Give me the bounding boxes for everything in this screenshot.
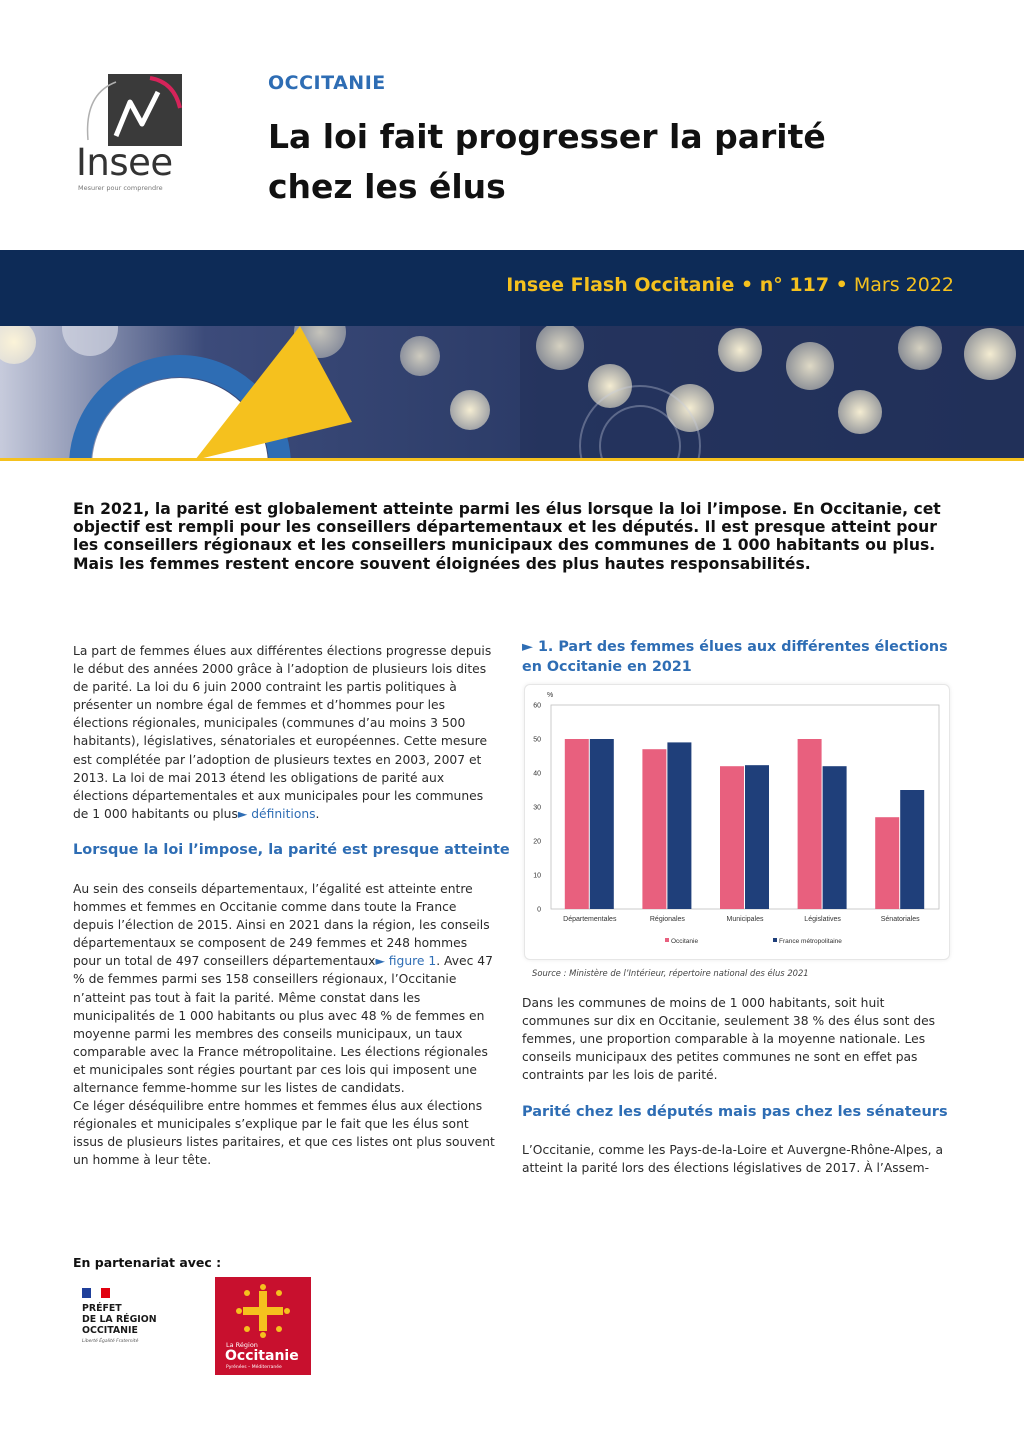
bar-france-1: [667, 742, 691, 909]
region-logo-name: Occitanie: [225, 1348, 299, 1364]
publication-reference: [506, 274, 954, 296]
prefet-logo: [82, 1288, 192, 1368]
partner-label: En partenariat avec :: [73, 1255, 222, 1270]
bar-france-0: [590, 739, 614, 909]
bar-occitanie-4: [875, 817, 899, 909]
region-label: OCCITANIE: [268, 72, 386, 94]
prefet-line-2: DE LA RÉGION: [82, 1314, 157, 1325]
left-column-intro: [73, 642, 497, 823]
x-category-label: Régionales: [649, 916, 685, 923]
header-photo-strip: [0, 326, 1024, 460]
y-tick-label: 40: [533, 770, 541, 778]
y-tick-label: 10: [533, 872, 541, 880]
insee-wordmark: Insee: [76, 141, 173, 184]
bar-france-2: [745, 765, 769, 909]
legend-swatch: [773, 938, 777, 942]
page-title: [268, 112, 968, 212]
figure-1-link[interactable]: ► figure 1: [375, 954, 437, 969]
page-title-line-1: La loi fait progresser la parité: [268, 117, 826, 156]
bar-occitanie-0: [565, 739, 589, 909]
publication-series: Insee Flash Occitanie • n° 117 •: [506, 274, 848, 296]
section-title-deputies-senators: Parité chez les députés mais pas chez les sénateurs: [522, 1104, 948, 1120]
y-tick-label: 0: [537, 906, 541, 914]
x-category-label: Législatives: [804, 916, 841, 923]
small-communes-paragraph: Dans les communes de moins de 1 000 habitants, soit huit communes sur dix en Occitanie, seulement 38 % des élus sont des femmes, une proportion comparable à la moyenne nationale. Les conseils municipaux des petites communes ne sont en effet pas contraints par les lois de parité.: [522, 996, 936, 1083]
deputies-paragraph: L’Occitanie, comme les Pays-de-la-Loire et Auvergne-Rhône-Alpes, a atteint la parité lors des élections législatives de 2017. À l’Assem-: [522, 1143, 944, 1176]
occitan-cross-icon: [233, 1283, 293, 1339]
body-paragraph-2a: Au sein des conseils départementaux, l’égalité est atteinte entre hommes et femmes en Occitanie comme dans toute la France depuis l’élection de 2015. Ainsi en 2021 dans la région, les conseils départementaux se composent de 249 femmes et 248 hommes pour un total de 497 conseillers départementaux: [73, 882, 490, 969]
intro-paragraph: La part de femmes élues aux différentes élections progresse depuis le début des années 2000 grâce à l’adoption de plusieurs lois dites de parité. La loi du 6 juin 2000 contraint les partis politiques à présenter un nombre égal de femmes et d’hommes pour les élections régionales, municipales (communes d’au moins 3 500 habitants), législatives, sénatoriales et européennes. Cette mesure est complétée par l’adoption de plusieurs textes en 2003, 2007 et 2013. La loi de mai 2013 étend les obligations de parité aux élections départementales et aux municipales pour les communes de 1 000 habitants ou plus: [73, 644, 492, 821]
bar-france-4: [900, 790, 924, 909]
bar-occitanie-1: [642, 749, 666, 909]
legend-label: Occitanie: [671, 938, 699, 945]
figure-chart-frame: [524, 684, 950, 960]
body-paragraph-2b: . Avec 47 % de femmes parmi ses 158 conseillers régionaux, l’Occitanie n’atteint pas tout à fait la parité. Même constat dans les municipalités de 1 000 habitants ou plus avec 48 % de femmes en moyenne parmi les membres des conseils municipaux, un taux comparable avec la France métropolitaine. Les élections régionales et municipales sont régies pourtant par ces lois qui imposent une alternance femme-homme sur les listes de candidats.: [73, 954, 493, 1096]
figure-title: ► 1. Part des femmes élues aux différentes élections en Occitanie en 2021: [522, 639, 948, 675]
lead-paragraph: En 2021, la parité est globalement atteinte parmi les élus lorsque la loi l’impose. En Occitanie, cet objectif est rempli pour les conseillers départementaux et les députés. Il est presque atteint pour les conseillers régionaux et les conseillers municipaux des communes de 1 000 habitants ou plus. Mais les femmes restent encore souvent éloignées des plus hautes responsabilités.: [73, 500, 941, 573]
region-logo-small-text: La Région: [226, 1341, 258, 1349]
prefet-motto: Liberté Égalité Fraternité: [82, 1339, 139, 1344]
insee-logo: [76, 72, 188, 196]
x-category-label: Sénatoriales: [880, 916, 920, 923]
intro-paragraph-end: .: [315, 806, 320, 821]
x-category-label: Départementales: [563, 916, 617, 923]
section-title-parity-reached: Lorsque la loi l’impose, la parité est presque atteinte: [73, 842, 510, 858]
bar-chart: [525, 685, 951, 961]
bar-occitanie-2: [720, 766, 744, 909]
legend-swatch: [665, 938, 669, 942]
left-column-body: [73, 880, 497, 1170]
publication-date: Mars 2022: [847, 274, 954, 296]
insee-tagline: Mesurer pour comprendre: [78, 184, 163, 192]
y-tick-label: 30: [533, 804, 541, 812]
region-logo-subtitle: Pyrénées – Méditerranée: [226, 1365, 282, 1370]
y-axis-unit: %: [547, 692, 554, 699]
bar-occitanie-3: [798, 739, 822, 909]
prefet-line-1: PRÉFET: [82, 1303, 122, 1314]
figure-source: Source : Ministère de l’Intérieur, répertoire national des élus 2021: [532, 968, 809, 978]
x-category-label: Municipales: [726, 916, 764, 923]
y-tick-label: 20: [533, 838, 541, 846]
y-tick-label: 50: [533, 736, 541, 744]
y-tick-label: 60: [533, 702, 541, 710]
strip-divider: [0, 458, 1024, 461]
region-occitanie-logo: [215, 1277, 311, 1375]
definitions-link[interactable]: ► définitions: [237, 806, 316, 821]
prefet-line-3: OCCITANIE: [82, 1325, 138, 1336]
page-title-line-2: chez les élus: [268, 167, 506, 206]
legend-label: France métropolitaine: [779, 938, 842, 945]
bar-france-3: [823, 766, 847, 909]
french-flag-icon: [82, 1288, 110, 1298]
body-paragraph-3: Ce léger déséquilibre entre hommes et femmes élus aux élections régionales et municipales s’explique par le fait que les élus sont issus de plusieurs listes paritaires, et que ces listes ont plus souvent un homme à leur tête.: [73, 1099, 495, 1168]
